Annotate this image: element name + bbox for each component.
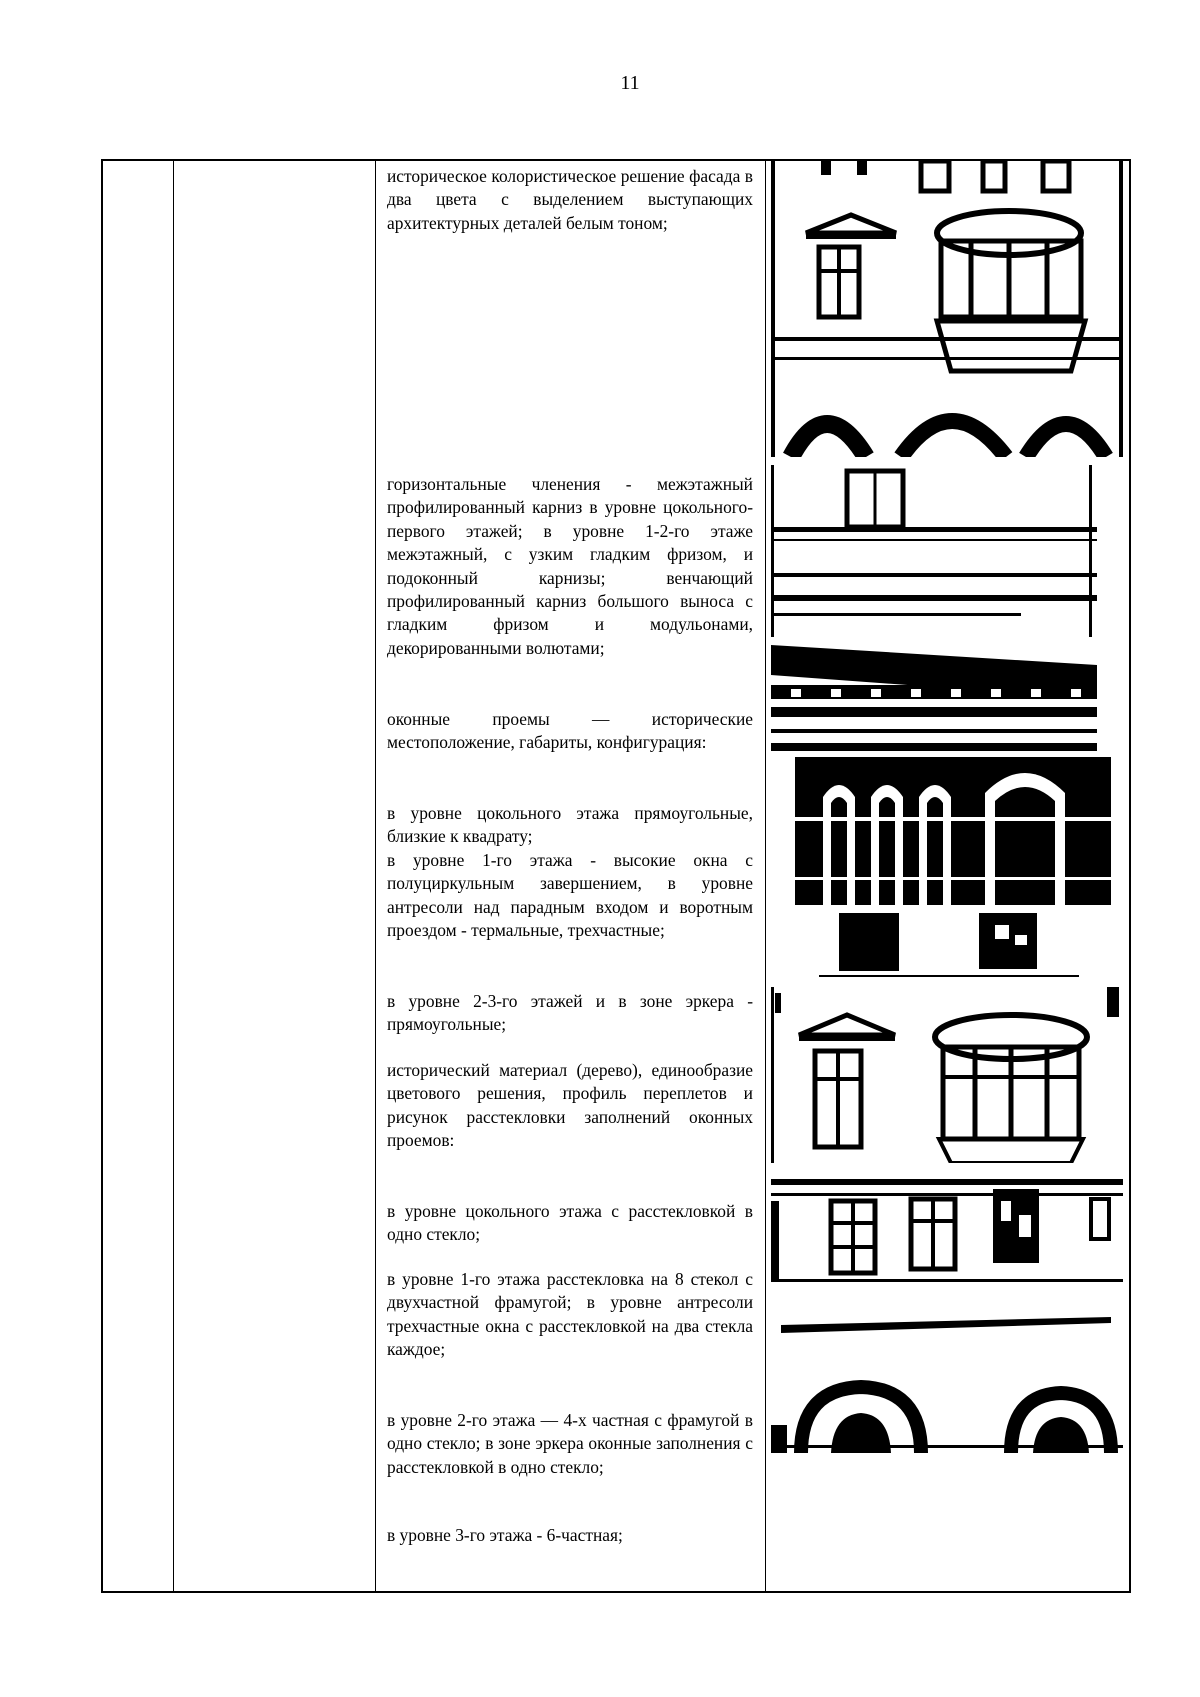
paragraph-third-floor: в уровне 3-го этажа - 6-частная; (387, 1525, 623, 1545)
cornice-detail-photo (771, 465, 1097, 637)
document-table (101, 159, 1131, 1593)
page-number: 11 (620, 72, 640, 94)
paragraph-upper-floors: в уровне 2-3-го этажей и в зоне эркера - прямоугольные; (387, 991, 753, 1035)
column-divider-3 (765, 161, 766, 1591)
paragraph-color-scheme: историческое колористическое решение фасада в два цвета с выделением выступающих архитектурных деталей белым тоном; (387, 166, 753, 233)
paragraph-window-levels: в уровне цокольного этажа прямоугольные, близкие к квадрату; в уровне 1-го этажа - высокие окна с полуциркульным завершением, в уровне антресоли над парадным входом и воротным проездом - термальные, трехчастные; (387, 803, 753, 941)
paragraph-historic-material: исторический материал (дерево), единообразие цветового решения, профиль переплетов и рисунок расстекловки заполнений оконных проемов: (387, 1060, 753, 1151)
facade-bay-window-photo (771, 161, 1123, 457)
paragraph-window-openings: оконные проемы — исторические местоположение, габариты, конфигурация: (387, 709, 753, 753)
paragraph-horizontal-divisions: горизонтальные членения - межэтажный профилированный карниз в уровне цокольного-первого этажей; в уровне 1-2-го этаже межэтажный, с узким гладким фризом, и подоконный карнизы; венчающий профилированный карниз большого выноса с гладким фризом и модульонами, декорированными волютами; (387, 474, 753, 658)
main-cornice-photo (771, 645, 1097, 751)
arched-windows-photo (795, 757, 1111, 905)
bay-window-pediment-photo (771, 987, 1123, 1163)
upper-windows-photo (819, 913, 1079, 979)
paragraph-basement-glazing: в уровне цокольного этажа с расстекловкой в одно стекло; (387, 1201, 753, 1245)
window-frames-photo (771, 1171, 1123, 1287)
arches-ground-floor-photo (771, 1295, 1123, 1453)
paragraph-first-floor-glazing: в уровне 1-го этажа расстекловка на 8 стекол с двухчастной фрамугой; в уровне антресоли трехчастные окна с расстекловкой на два стекла каждое; (387, 1269, 753, 1360)
column-divider-2 (375, 161, 376, 1591)
column-divider-1 (173, 161, 174, 1591)
paragraph-second-floor-glazing: в уровне 2-го этажа — 4-х частная с фрамугой в одно стекло; в зоне эркера оконные заполнения с расстекловкой в одно стекло; (387, 1410, 753, 1477)
